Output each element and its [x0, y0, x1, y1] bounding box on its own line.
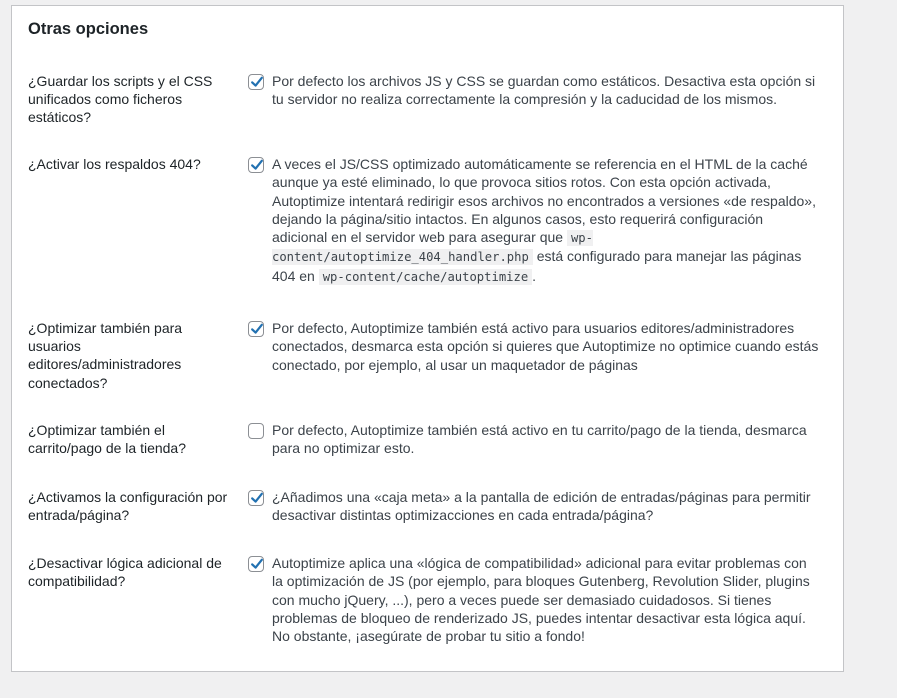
section-title: Otras opciones — [28, 20, 149, 38]
description-text: A veces el JS/CSS optimizado automáticamente se referencia en el HTML de la caché aunque ya esté eliminado, lo que provoca sitios rotos. Con esta opción activada, Autoptimize intentará redirigir esos archivos no encontrados a versiones «de respaldo», dejando la página/sitio intactos. En algunos casos, esto requerirá configuración adicional en el servidor web para asegurar que — [272, 156, 816, 246]
option-description: Por defecto los archivos JS y CSS se guardan como estáticos. Desactiva esta opción si tu servidor no realiza correctamente la compresión y la caducidad de los mismos. — [272, 73, 816, 108]
option-label: ¿Desactivar lógica adicional de compatibilidad? — [28, 555, 222, 590]
option-description — [272, 155, 820, 286]
checkmark-icon — [249, 556, 265, 572]
option-label: ¿Guardar los scripts y el CSS unificados como ficheros estáticos? — [28, 73, 213, 126]
static-files-checkbox[interactable] — [248, 74, 264, 90]
description-text: . — [532, 267, 537, 284]
per-post-settings-checkbox[interactable] — [248, 490, 264, 506]
checkmark-icon — [249, 490, 265, 506]
other-options-panel — [11, 5, 844, 672]
description-text: está configurado para manejar las páginas 404 en — [272, 248, 802, 284]
compat-logic-checkbox[interactable] — [248, 556, 264, 572]
404-fallbacks-checkbox[interactable] — [248, 157, 264, 173]
option-label: ¿Optimizar también el carrito/pago de la tienda? — [28, 422, 186, 457]
option-label: ¿Optimizar también para usuarios editores/administradores conectados? — [28, 320, 183, 391]
option-description: Autoptimize aplica una «lógica de compatibilidad» adicional para evitar problemas con la optimización de JS (por ejemplo, para bloques Gutenberg, Revolution Slider, plugins con mucho jQuery, ...), pero a veces puede ser demasiado cuidadosos. Si tienes problemas de bloqueo de renderizado JS, puedes intentar desactivar esta lógica aquí. No obstante, ¡asegúrate de probar tu sitio a fondo! — [272, 555, 810, 645]
option-description: Por defecto, Autoptimize también está activo para usuarios editores/administradores conectados, desmarca esta opción si quieres que Autoptimize no optimice cuando estás conectado, por ejemplo, al usar un maquetador de páginas — [272, 320, 819, 373]
option-label: ¿Activar los respaldos 404? — [28, 156, 201, 172]
option-description: Por defecto, Autoptimize también está activo en tu carrito/pago de la tienda, desmarca para no optimizar esto. — [272, 422, 807, 457]
checkmark-icon — [249, 157, 265, 173]
option-description: ¿Añadimos una «caja meta» a la pantalla de edición de entradas/páginas para permitir desactivar distintas optimizacciones en cada entrada/página? — [272, 489, 811, 524]
checkmark-icon — [249, 321, 265, 337]
code-handler-path: wp-content/autoptimize_404_handler.php — [272, 231, 593, 265]
checkmark-icon — [249, 74, 265, 90]
option-label: ¿Activamos la configuración por entrada/página? — [28, 489, 228, 524]
logged-in-users-checkbox[interactable] — [248, 321, 264, 337]
code-cache-path: wp-content/cache/autoptimize — [319, 269, 532, 285]
shop-cart-checkbox[interactable] — [248, 423, 264, 439]
